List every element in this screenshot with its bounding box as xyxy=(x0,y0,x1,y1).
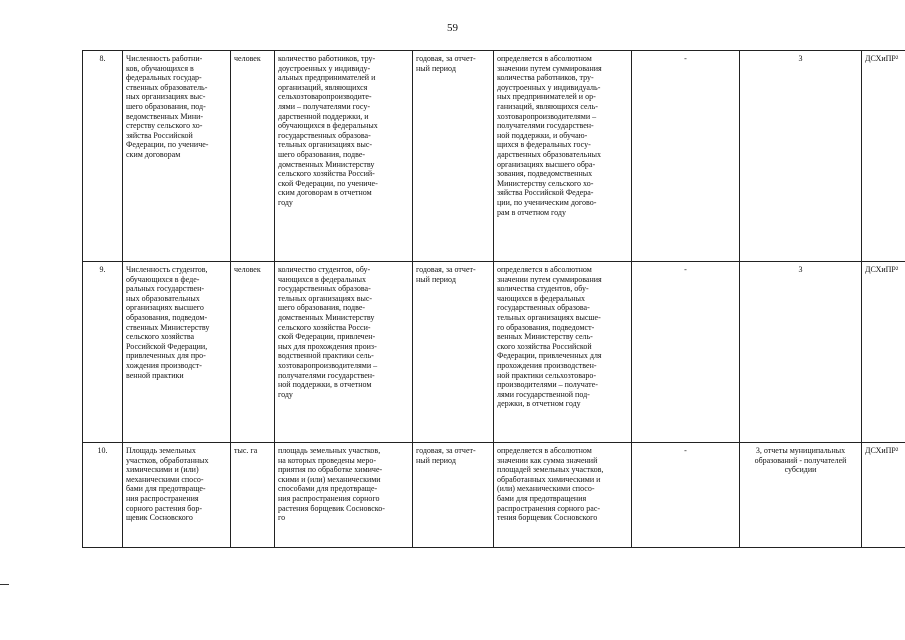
data-source: 3 xyxy=(740,51,862,262)
empty-value: - xyxy=(632,51,740,262)
row-number: 8. xyxy=(83,51,123,262)
row-number: 10. xyxy=(83,443,123,548)
data-source: 3 xyxy=(740,262,862,443)
periodicity: годовая, за отчет- ный период xyxy=(413,262,494,443)
margin-mark xyxy=(0,584,9,585)
data-source: 3, отчеты муниципальных образований - получателей субсидии xyxy=(740,443,862,548)
empty-value: - xyxy=(632,443,740,548)
unit-of-measure: человек xyxy=(231,262,275,443)
indicators-table xyxy=(82,50,905,548)
row-number: 9. xyxy=(83,262,123,443)
empty-value: - xyxy=(632,262,740,443)
responsible-unit: ДСХиПР² xyxy=(862,262,905,443)
calculation-method: определяется в абсолютном значении путем суммирования количества работников, тру- доустроенных у индивидуаль- ных предпринимателей и ор- ганизаций, являющихся сель- хозтоваропроизводителями – получателями государствен- ной поддержки, и обучаю- щихся в федеральных госу- дарственных образовательных организациях высшего обра- зования, подведомственных Министерству сельского хо- зяйства Российской Федера- ции, по ученическим догово- рам в отчетном году xyxy=(494,51,632,262)
indicator-name: Численность студентов, обучающихся в феде- ральных государствен- ных образовательных организациях высшего образования, подведом- ственных Министерству сельского хозяйства Российской Федерации, привлеченных для про- хождения производст- венной практики xyxy=(123,262,231,443)
responsible-unit: ДСХиПР² xyxy=(862,443,905,548)
page-number: 59 xyxy=(447,22,458,34)
table-row xyxy=(83,51,905,262)
calculation-method: определяется в абсолютном значении путем суммирования количества студентов, обу- чающихся в федеральных государственных образова- тельных организациях высше- го образования, подведомст- венных Министерству сель- ского хозяйства Российской Федерации, привлеченных для прохождения производствен- ной практики сельхозтоваро- производителями – получате- лями государственной под- держки, в отчетном году xyxy=(494,262,632,443)
table-row xyxy=(83,262,905,443)
unit-of-measure: тыс. га xyxy=(231,443,275,548)
unit-of-measure: человек xyxy=(231,51,275,262)
indicator-definition: количество работников, тру- доустроенных у индивиду- альных предпринимателей и организаций, являющихся сельхозтоваропроизводите- лями – получателями госу- дарственной поддержки, и обучающихся в федеральных государственных образова- тельных организациях выс- шего образования, подве- домственных Министерству сельского хозяйства Россий- ской Федерации, по ученичe- ским договорам в отчетном году xyxy=(275,51,413,262)
periodicity: годовая, за отчет- ный период xyxy=(413,443,494,548)
table-row xyxy=(83,443,905,548)
responsible-unit: ДСХиПР² xyxy=(862,51,905,262)
indicator-name: Численность работни- ков, обучающихся в федеральных государ- ственных образователь- ных организациях выс- шего образования, под- ведомственных Мини- стерству сельского хо- зяйства Российской Федерации, по ученичe- ским договорам xyxy=(123,51,231,262)
periodicity: годовая, за отчет- ный период xyxy=(413,51,494,262)
indicator-definition: количество студентов, обу- чающихся в федеральных государственных образова- тельных организациях выс- шего образования, подве- домственных Министерству сельского хозяйства Росси- ской Федерации, привлечен- ных для прохождения произ- водственной практики сель- хозтоваропроизводителями – получателями государствен- ной поддержки, в отчетном году xyxy=(275,262,413,443)
indicator-definition: площадь земельных участков, на которых проведены меро- приятия по обработке химиче- скими и (или) механическими способами для предотвраще- ния распространения сорного растения борщевик Сосновско- го xyxy=(275,443,413,548)
calculation-method: определяется в абсолютном значении как сумма значений площадей земельных участков, обработанных химическими и (или) механическими спосо- бами для предотвращения распространения сорного рас- тения борщевик Сосновского xyxy=(494,443,632,548)
indicator-name: Площадь земельных участков, обработанных химическими и (или) механическими спосо- бами для предотвраще- ния распространения сорного растения бор- щевик Сосновского xyxy=(123,443,231,548)
